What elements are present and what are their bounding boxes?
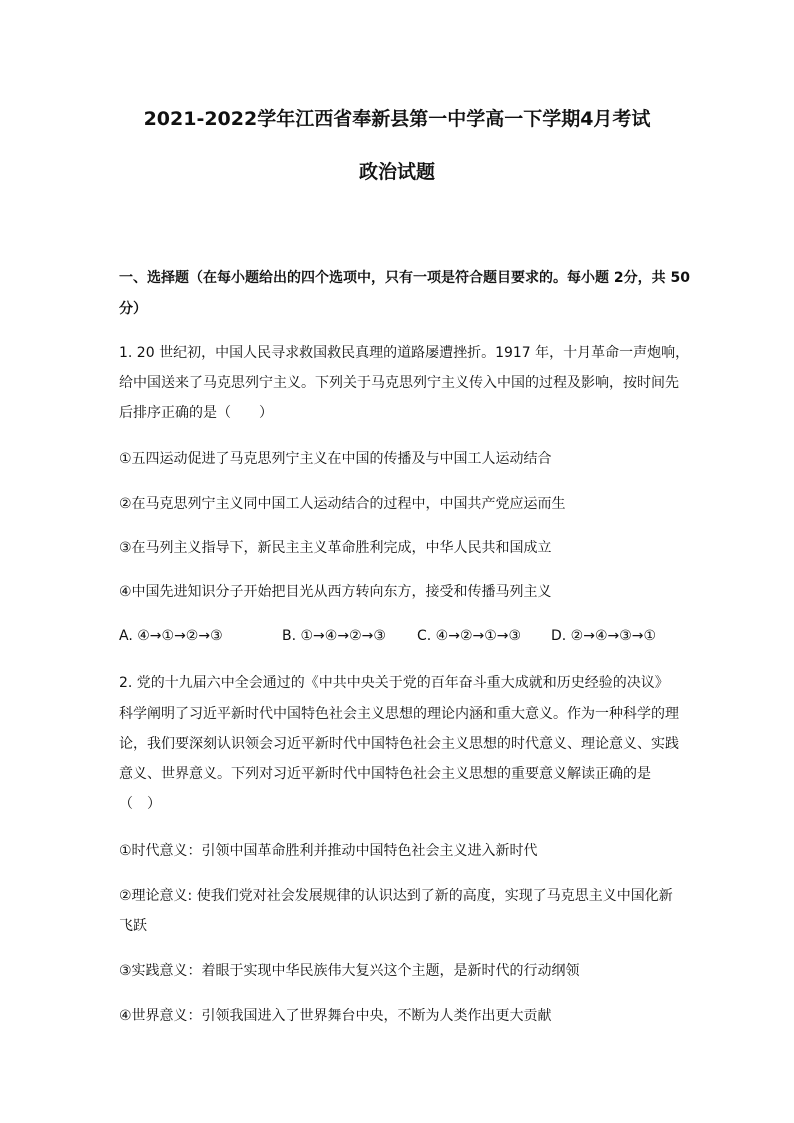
- q2-statement: 飞跃: [119, 918, 147, 934]
- exam-title: 2021-2022学年江西省奉新县第一中学高一下学期4月考试: [143, 108, 651, 130]
- q1-statement: ①五四运动促进了马克思列宁主义在中国的传播及与中国工人运动结合: [119, 451, 552, 467]
- q2-stem-line: （ ）: [119, 796, 161, 812]
- section-heading-cont: 分）: [119, 301, 147, 317]
- q2-statement: ④世界意义：引领我国进入了世界舞台中央，不断为人类作出更大贡献: [119, 1008, 552, 1024]
- q1-stem-line: 给中国送来了马克思列宁主义。下列关于马克思列宁主义传入中国的过程及影响，按时间先: [119, 375, 679, 391]
- section-heading: 一、选择题（在每小题给出的四个选项中，只有一项是符合题目要求的。每小题 2分，共 50: [119, 270, 690, 286]
- q2-statement: ①时代意义：引领中国革命胜利并推动中国特色社会主义进入新时代: [119, 843, 538, 859]
- q1-option-d[interactable]: D. ②→④→③→①: [551, 628, 657, 644]
- q1-statement: ②在马克思列宁主义同中国工人运动结合的过程中，中国共产党应运而生: [119, 496, 566, 512]
- exam-subtitle: 政治试题: [358, 161, 435, 183]
- q1-option-b[interactable]: B. ①→④→②→③: [282, 628, 386, 644]
- q1-stem-line: 后排序正确的是（ ）: [119, 405, 273, 421]
- q1-option-a[interactable]: A. ④→①→②→③: [119, 628, 223, 644]
- q1-options: [119, 626, 679, 646]
- q1-statement: ③在马列主义指导下，新民主主义革命胜利完成，中华人民共和国成立: [119, 540, 552, 556]
- q1-option-c[interactable]: C. ④→②→①→③: [417, 628, 522, 644]
- q2-stem-line: 意义、世界意义。下列对习近平新时代中国特色社会主义思想的重要意义解读正确的是: [119, 766, 651, 782]
- q2-stem-line: 科学阐明了习近平新时代中国特色社会主义思想的理论内涵和重大意义。作为一种科学的理: [119, 706, 679, 722]
- q2-stem-line: 2. 党的十九届六中全会通过的《中共中央关于党的百年奋斗重大成就和历史经验的决议》: [119, 675, 669, 691]
- q1-statement: ④中国先进知识分子开始把目光从西方转向东方，接受和传播马列主义: [119, 584, 552, 600]
- q2-statement: ②理论意义: 使我们党对社会发展规律的认识达到了新的高度，实现了马克思主义中国化新: [119, 888, 673, 904]
- q1-stem-line: 1. 20 世纪初，中国人民寻求救国救民真理的道路屡遭挫折。1917 年，十月革命一声炮响，: [119, 345, 690, 361]
- q2-statement: ③实践意义：着眼于实现中华民族伟大复兴这个主题，是新时代的行动纲领: [119, 963, 580, 979]
- q2-stem-line: 论，我们要深刻认识领会习近平新时代中国特色社会主义思想的时代意义、理论意义、实践: [119, 736, 679, 752]
